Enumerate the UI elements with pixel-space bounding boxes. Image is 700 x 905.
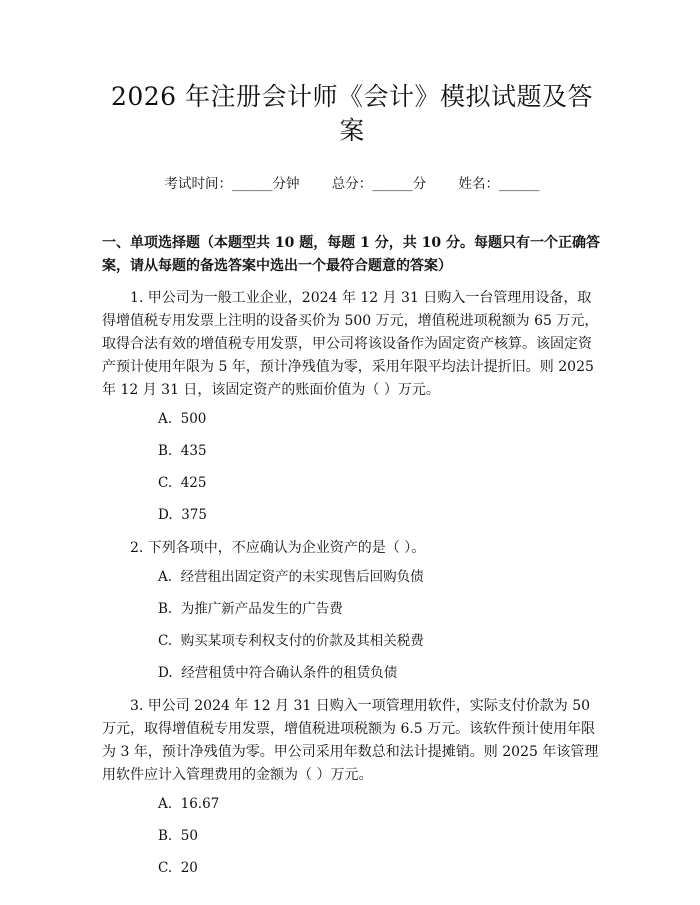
student-name-field: 姓名：______ bbox=[458, 176, 540, 192]
total-score-field: 总分：______分 bbox=[331, 176, 427, 192]
question-1: 1. 甲公司为一般工业企业，2024 年 12 月 31 日购入一台管理用设备，取得增值税专用发票上注明的设备买价为 500 万元，增值税进项税额为 65 万元，取得合法有效的增值税专用发票，甲公司将该设备作为固定资产核算。该固定资产预计使用年限为 5 年，预计净残值为零，采用年限平均法计提折旧。则 2025 年 12 月 31 日，该固定资产的账面价值为（ ）万元。 bbox=[102, 290, 599, 398]
option-c: C. 购买某项专利权支付的价款及其相关税费 bbox=[158, 633, 424, 649]
option-d: D. 375 bbox=[158, 507, 207, 523]
option-c: C. 425 bbox=[158, 475, 207, 491]
exam-meta bbox=[102, 174, 602, 194]
section-heading: 一、单项选择题（本题型共 10 题，每题 1 分，共 10 分。每题只有一个正确答案，请从每题的备选答案中选出一个最符合题意的答案） bbox=[102, 235, 600, 274]
page-title: 2026 年注册会计师《会计》模拟试题及答案 bbox=[110, 82, 594, 145]
option-d: D. 经营租赁中符合确认条件的租赁负债 bbox=[158, 665, 398, 681]
option-b: B. 为推广新产品发生的广告费 bbox=[158, 601, 343, 617]
option-c: C. 20 bbox=[158, 860, 198, 876]
question-1-options bbox=[102, 409, 602, 525]
question-3: 3. 甲公司 2024 年 12 月 31 日购入一项管理用软件，实际支付价款为 50 万元，取得增值税专用发票，增值税进项税额为 6.5 万元。该软件预计使用年限为 3 年，预计净残值为零。甲公司采用年数总和法计提摊销。则 2025 年该管理用软件应计入管理费用的金额为（ ）万元。 bbox=[102, 698, 599, 783]
exam-time-field: 考试时间：______分钟 bbox=[164, 176, 300, 192]
question-2-options bbox=[102, 567, 602, 683]
question-3-options bbox=[102, 794, 602, 878]
option-a: A. 16.67 bbox=[158, 796, 220, 812]
option-b: B. 50 bbox=[158, 828, 198, 844]
option-a: A. 经营租出固定资产的未实现售后回购负债 bbox=[158, 569, 424, 585]
option-a: A. 500 bbox=[158, 411, 207, 427]
option-b: B. 435 bbox=[158, 443, 207, 459]
question-2: 2. 下列各项中，不应确认为企业资产的是（ ）。 bbox=[130, 540, 426, 556]
